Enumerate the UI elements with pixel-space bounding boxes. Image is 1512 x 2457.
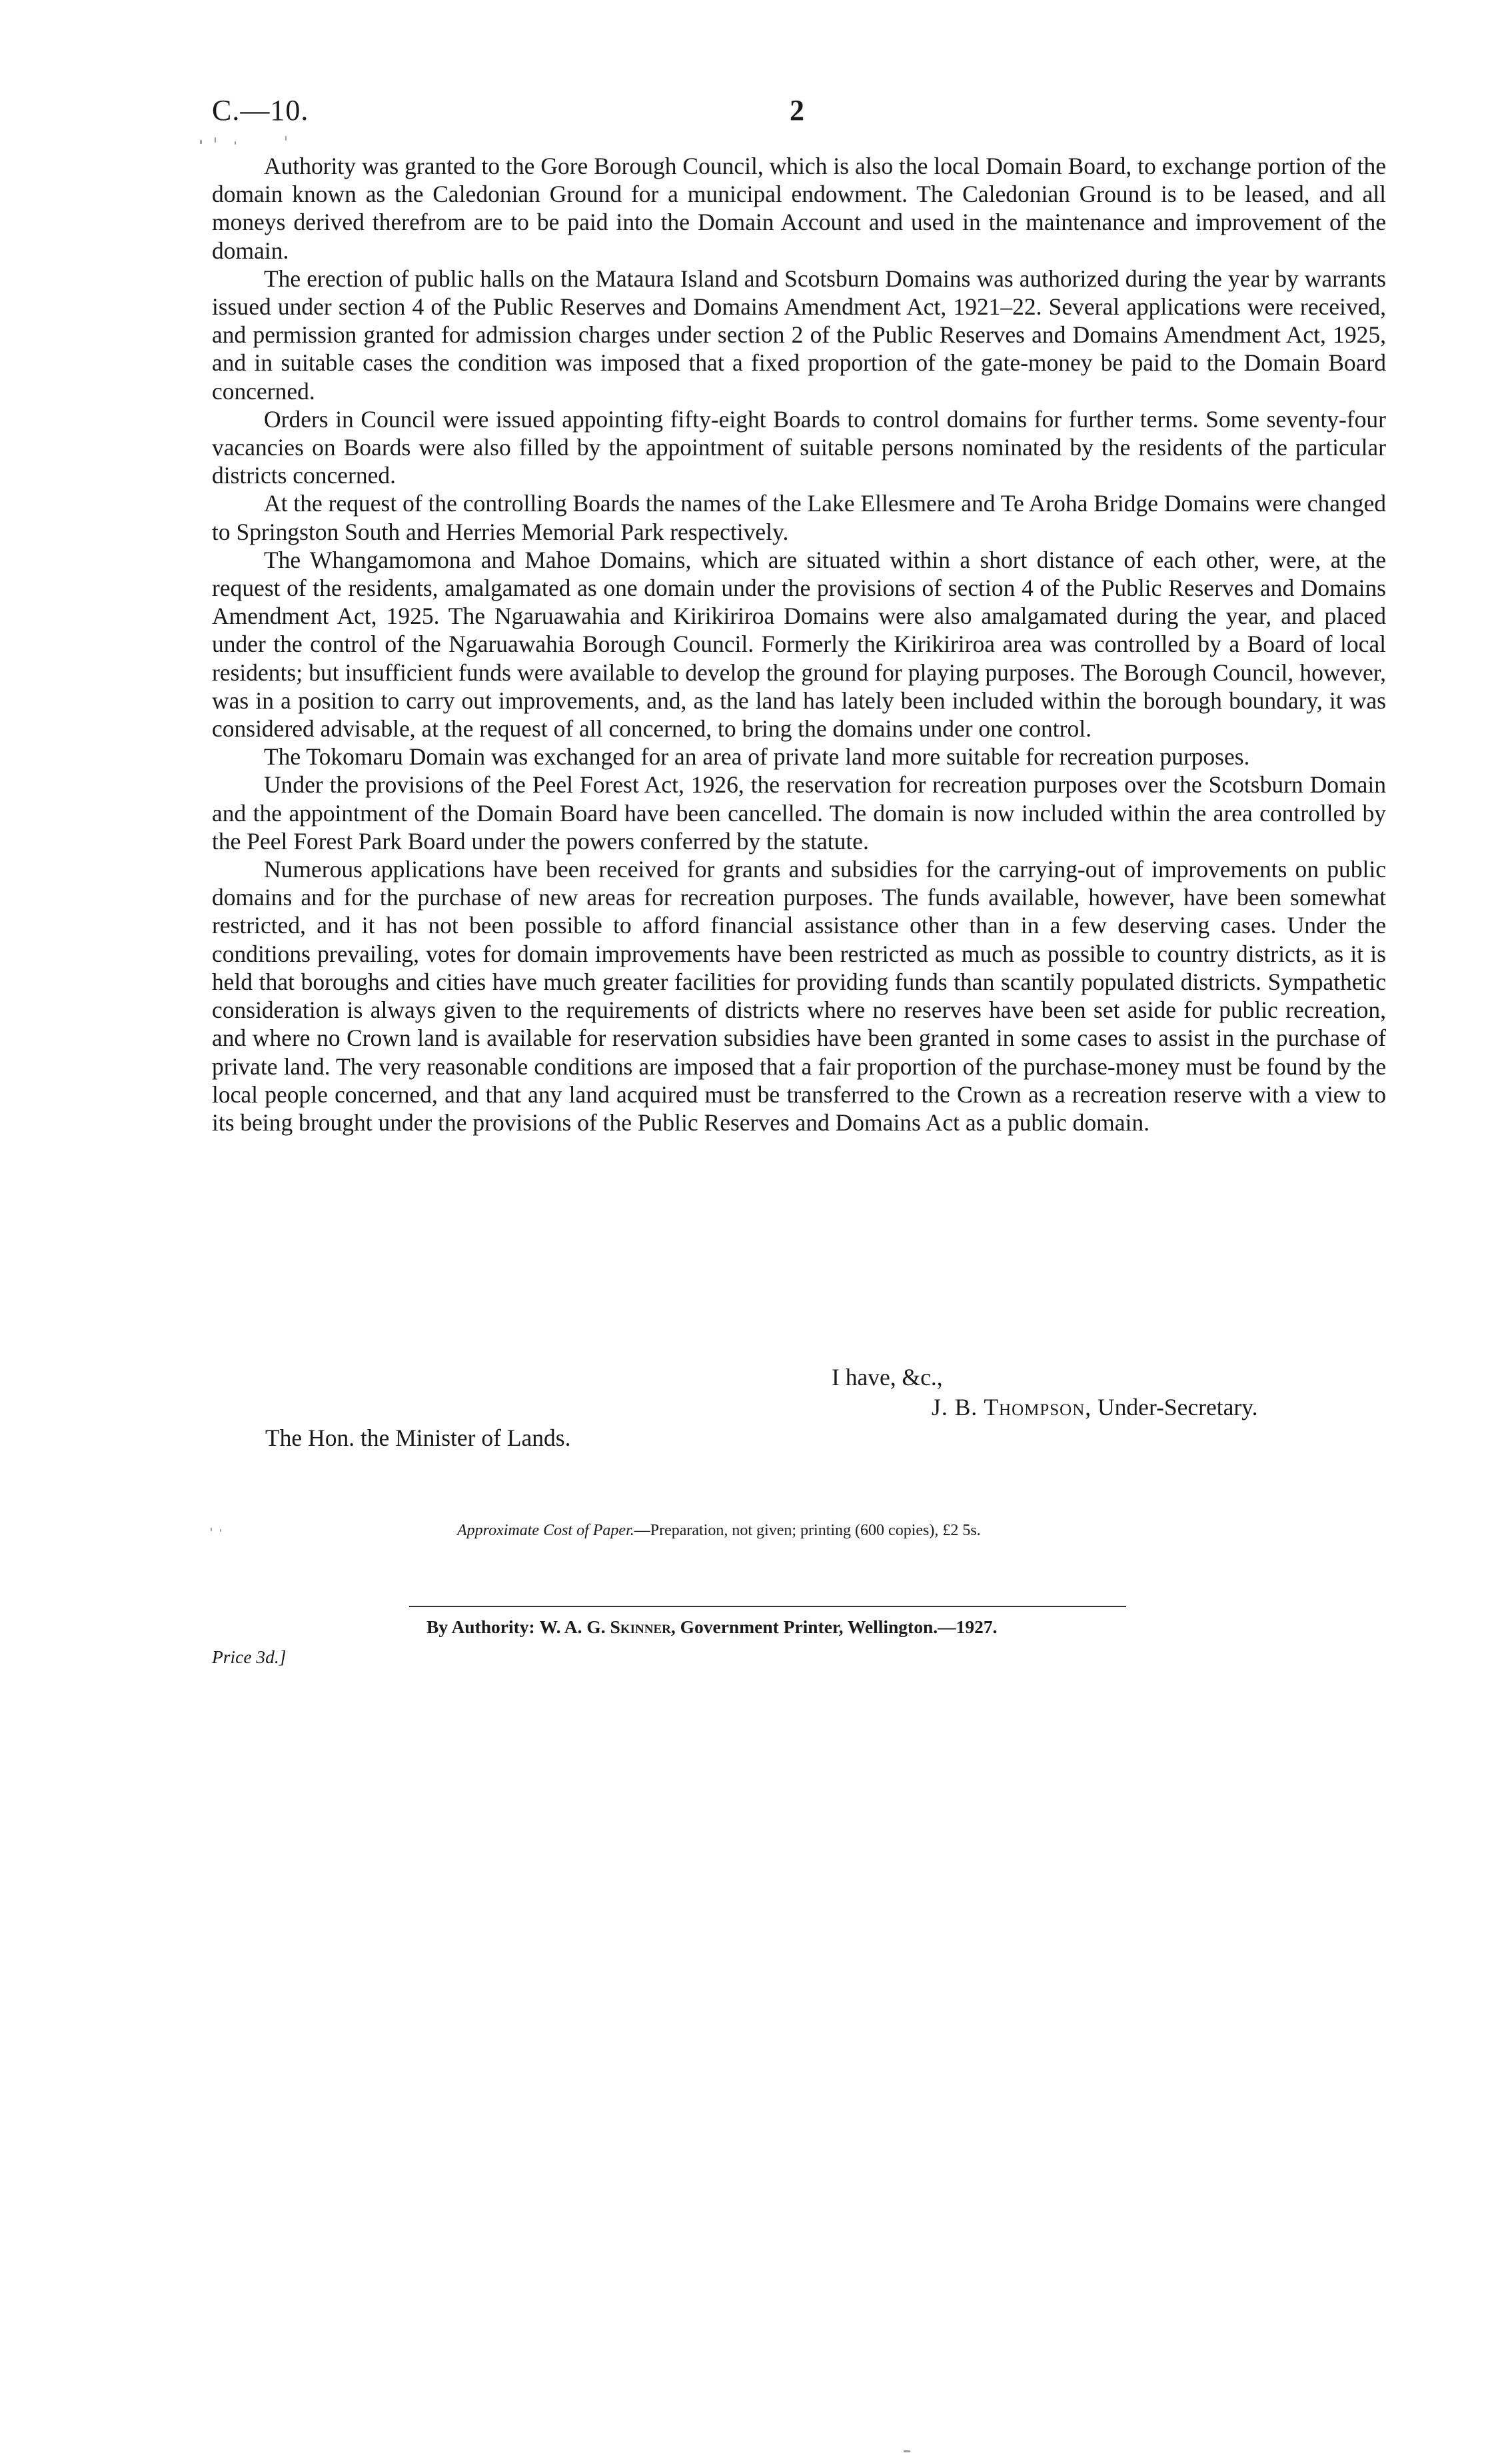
printer-imprint xyxy=(426,1616,998,1638)
scan-mark xyxy=(285,136,287,141)
scan-mark xyxy=(200,140,202,144)
imprint-prefix: By Authority: xyxy=(426,1616,535,1637)
price-label: Price 3d.] xyxy=(212,1646,287,1667)
scan-mark xyxy=(211,1528,212,1531)
cost-note-label: Approximate Cost of Paper. xyxy=(457,1522,634,1539)
cost-note-text: —Preparation, not given; printing (600 copies), £2 5s. xyxy=(634,1522,981,1539)
printer-name: W. A. G. Skinner, xyxy=(539,1616,676,1637)
scan-mark xyxy=(904,2450,910,2452)
page-number: 2 xyxy=(790,94,804,127)
paragraph: Orders in Council were issued appointing fifty-eight Boards to control domains for further terms. Some seventy-four vacancies on Boards were also filled by the appointment of suitable persons nominated by the residents of the particular districts concerned. xyxy=(212,405,1386,489)
paragraph: The erection of public halls on the Mataura Island and Scotsburn Domains was authorized during the year by warrants issued under section 4 of the Public Reserves and Domains Amendment Act, 1921–22. Several applications were received, and permission granted for admission charges under section 2 of the Public Reserves and Domains Amendment Act, 1925, and in suitable cases the condition was imposed that a fixed proportion of the gate-money be paid to the Domain Board concerned. xyxy=(212,265,1386,405)
paragraph: Numerous applications have been received for grants and subsidies for the carrying-out of improvements on public domains and for the purchase of new areas for recreation purposes. The funds available, however, have been somewhat restricted, and it has not been possible to afford financial assistance other than in a few deserving cases. Under the conditions prevailing, votes for domain improvements have been restricted as much as possible to country districts, as it is held that boroughs and cities have much greater facilities for providing funds than scantily populated districts. Sympathetic consideration is always given to the requirements of districts where no reserves have been set aside for public recreation, and where no Crown land is available for reservation subsidies have been granted in some cases to assist in the purchase of private land. The very reasonable conditions are imposed that a fair proportion of the purchase-money must be found by the local people concerned, and that any land acquired must be transferred to the Crown as a recreation reserve with a view to its being brought under the provisions of the Public Reserves and Domains Act as a public domain. xyxy=(212,856,1386,1136)
letter-body xyxy=(212,152,1386,1137)
paragraph: At the request of the controlling Boards the names of the Lake Ellesmere and Te Aroha Bridge Domains were changed to Springston South and Herries Memorial Park respectively. xyxy=(212,490,1386,545)
paragraph: Authority was granted to the Gore Borough Council, which is also the local Domain Board, to exchange portion of the domain known as the Caledonian Ground for a municipal endowment. The Caledonian Ground is to be leased, and all moneys derived therefrom are to be paid into the Domain Account and used in the maintenance and improvement of the domain. xyxy=(212,153,1386,264)
scan-mark xyxy=(215,137,216,143)
imprint-suffix: Government Printer, Wellington.—1927. xyxy=(680,1616,998,1637)
signatory-title: Under-Secretary. xyxy=(1098,1394,1258,1420)
paragraph: The Tokomaru Domain was exchanged for an area of private land more suitable for recreation purposes. xyxy=(264,743,1250,771)
signature-block xyxy=(932,1393,1257,1421)
scan-mark xyxy=(220,1529,221,1532)
document-reference: C.—10. xyxy=(212,94,309,127)
scan-mark xyxy=(235,141,236,145)
paragraph: Under the provisions of the Peel Forest Act, 1926, the reservation for recreation purposes over the Scotsburn Domain and the appointment of the Domain Board have been cancelled. The domain is now included within the area controlled by the Peel Forest Park Board under the powers conferred by the statute. xyxy=(212,771,1386,855)
addressee: The Hon. the Minister of Lands. xyxy=(265,1424,571,1451)
divider-rule xyxy=(409,1606,1126,1607)
closing-salutation: I have, &c., xyxy=(832,1364,943,1390)
cost-note xyxy=(457,1520,981,1540)
signatory-name: J. B. Thompson, xyxy=(932,1394,1092,1420)
paragraph: The Whangamomona and Mahoe Domains, which are situated within a short distance of each other, were, at the request of the residents, amalgamated as one domain under the provisions of section 4 of the Public Reserves and Domains Amendment Act, 1925. The Ngaruawahia and Kirikiriroa Domains were also amalgamated during the year, and placed under the control of the Ngaruawahia Borough Council. Formerly the Kirikiriroa area was controlled by a Board of local residents; but insufficient funds were available to develop the ground for playing purposes. The Borough Council, however, was in a position to carry out improvements, and, as the land has lately been included within the borough boundary, it was considered advisable, at the request of all concerned, to bring the domains under one control. xyxy=(212,546,1386,743)
